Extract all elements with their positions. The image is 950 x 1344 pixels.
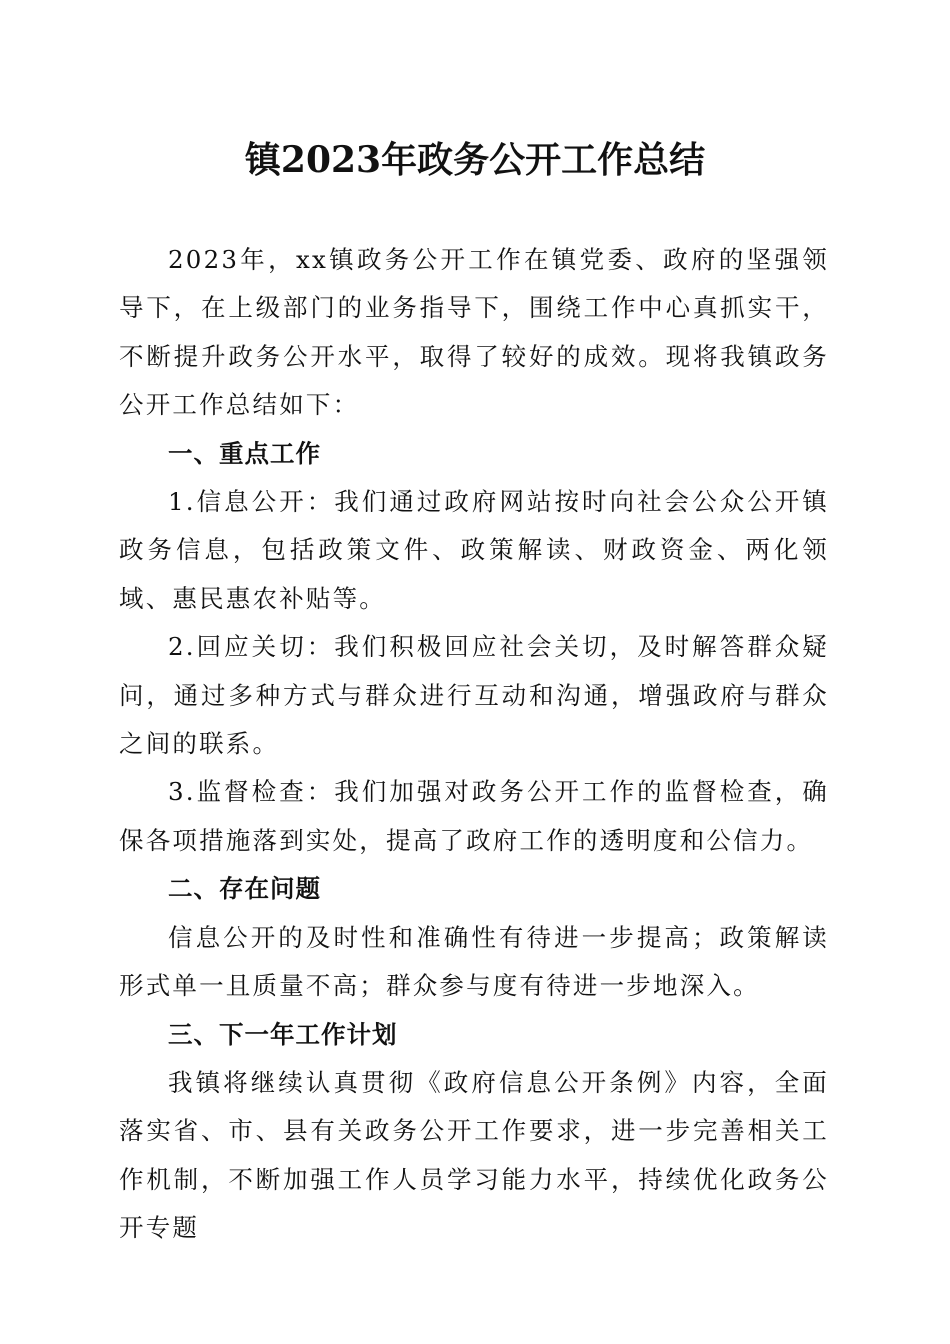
paragraph-respond-concerns: 2.回应关切：我们积极回应社会关切，及时解答群众疑问，通过多种方式与群众进行互动和沟通，增强政府与群众之间的联系。: [119, 632, 829, 759]
document-title: 镇2023年政务公开工作总结: [244, 139, 706, 181]
section-heading-key-work: 一、重点工作: [168, 438, 321, 468]
paragraph-info-disclosure: 1.信息公开：我们通过政府网站按时向社会公众公开镇政务信息，包括政策文件、政策解读、财政资金、两化领域、惠民惠农补贴等。: [119, 487, 829, 613]
paragraph-supervision: 3.监督检查：我们加强对政务公开工作的监督检查，确保各项措施落到实处，提高了政府工作的透明度和公信力。: [119, 777, 829, 855]
paragraph-next-year-plan: 我镇将继续认真贯彻《政府信息公开条例》内容，全面落实省、市、县有关政务公开工作要求，进一步完善相关工作机制，不断加强工作人员学习能力水平，持续优化政务公开专题: [119, 1067, 829, 1243]
paragraph-problems: 信息公开的及时性和准确性有待进一步提高；政策解读形式单一且质量不高；群众参与度有待进一步地深入。: [119, 922, 829, 1001]
section-heading-problems: 二、存在问题: [168, 874, 321, 904]
intro-paragraph: 2023年，xx镇政务公开工作在镇党委、政府的坚强领导下，在上级部门的业务指导下，围绕工作中心真抓实干，不断提升政务公开水平，取得了较好的成效。现将我镇政务公开工作总结如下：: [119, 245, 829, 420]
document-body: [119, 236, 829, 1253]
section-heading-next-year-plan: 三、下一年工作计划: [168, 1019, 398, 1049]
